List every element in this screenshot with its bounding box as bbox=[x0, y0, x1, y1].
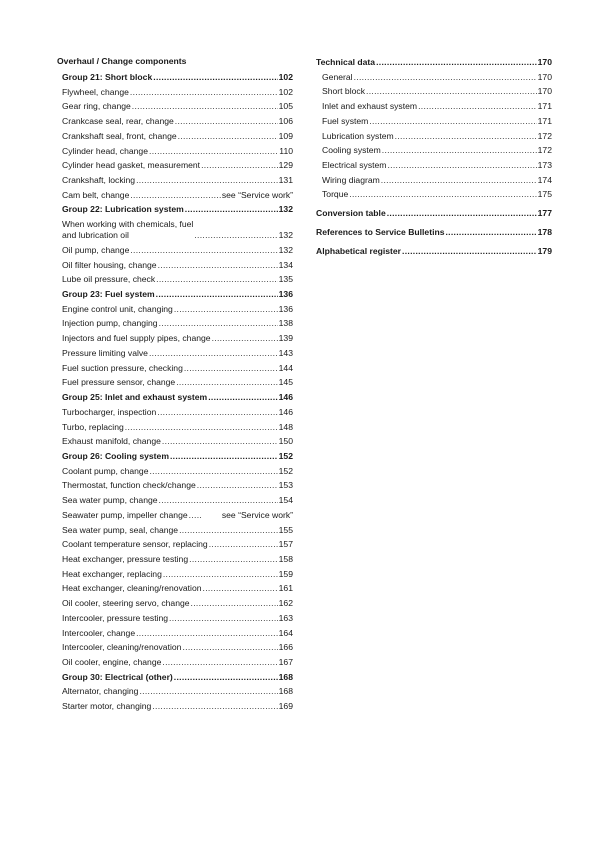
toc-page-number: 157 bbox=[278, 539, 293, 550]
toc-page-number: 158 bbox=[278, 553, 293, 564]
toc-entry-electrical-system[interactable] bbox=[316, 158, 552, 173]
dot-leader bbox=[174, 670, 278, 685]
dot-leader bbox=[136, 626, 278, 641]
dot-leader bbox=[349, 187, 536, 202]
dot-leader bbox=[132, 99, 278, 114]
toc-entry-title: Inlet and exhaust system bbox=[322, 101, 418, 112]
dot-leader bbox=[157, 405, 277, 420]
dot-leader bbox=[152, 699, 277, 714]
toc-page-number: 159 bbox=[278, 568, 293, 579]
toc-page-number: 169 bbox=[278, 701, 293, 712]
dot-leader bbox=[182, 640, 277, 655]
dot-leader bbox=[153, 70, 277, 85]
toc-entry-injection-pump-changing[interactable] bbox=[62, 316, 293, 331]
dot-leader bbox=[208, 390, 277, 405]
toc-page-number: 163 bbox=[278, 612, 293, 623]
toc-page-number: 138 bbox=[278, 318, 293, 329]
toc-entry-technical-data[interactable] bbox=[316, 55, 552, 70]
dot-leader bbox=[162, 434, 278, 449]
toc-page-number: 132 bbox=[278, 244, 293, 255]
toc-entry-title: Sea water pump, change bbox=[62, 495, 158, 506]
dot-leader bbox=[149, 464, 277, 479]
toc-entry-sea-water-pump-change[interactable] bbox=[62, 493, 293, 508]
toc-page-number: 105 bbox=[278, 101, 293, 112]
toc-page-number: 174 bbox=[537, 174, 552, 185]
toc-page-number: 170 bbox=[537, 86, 552, 97]
toc-entry-title: Oil cooler, engine, change bbox=[62, 657, 162, 667]
toc-entry-inlet-and-exhaust-system[interactable] bbox=[316, 99, 552, 114]
dot-leader bbox=[178, 129, 278, 144]
dot-leader bbox=[209, 537, 278, 552]
dot-leader bbox=[184, 361, 278, 376]
dot-leader bbox=[197, 478, 278, 493]
dot-leader bbox=[176, 375, 277, 390]
dot-leader bbox=[402, 244, 537, 259]
toc-page-number: 136 bbox=[278, 303, 293, 314]
toc-entry-thermostat-function-check-change[interactable] bbox=[62, 478, 293, 493]
dot-leader bbox=[212, 331, 278, 346]
toc-entry-when-working-with-chemicals-fuel-and-lub[interactable] bbox=[62, 217, 293, 243]
toc-entry-fuel-pressure-sensor-change[interactable] bbox=[62, 375, 293, 390]
toc-entry-title: Injectors and fuel supply pipes, change bbox=[62, 333, 211, 344]
dot-leader bbox=[387, 206, 537, 221]
toc-entry-title: Alternator, changing bbox=[62, 686, 139, 697]
toc-page-number: 170 bbox=[537, 57, 552, 67]
toc-page-number: 139 bbox=[278, 333, 293, 344]
toc-entry-title: Crankshaft, locking bbox=[62, 175, 136, 186]
dot-leader bbox=[158, 258, 278, 273]
toc-entry-injectors-and-fuel-supply-pipes-change[interactable] bbox=[62, 331, 293, 346]
toc-page-number: 144 bbox=[278, 362, 293, 373]
dot-leader bbox=[175, 114, 278, 129]
toc-entry-fuel-system[interactable] bbox=[316, 114, 552, 129]
toc-page-number: 161 bbox=[278, 583, 293, 594]
toc-entry-title: Lubrication system bbox=[322, 130, 394, 141]
toc-entry-oil-cooler-engine-change[interactable] bbox=[62, 655, 293, 670]
toc-entry-title: Seawater pump, impeller change bbox=[62, 509, 188, 520]
toc-page-number: 131 bbox=[278, 175, 293, 186]
toc-entry-flywheel-change[interactable] bbox=[62, 85, 293, 100]
toc-page-number: 155 bbox=[278, 524, 293, 535]
toc-entry-group-21-short-block[interactable] bbox=[62, 70, 293, 85]
toc-entry-title: Group 22: Lubrication system bbox=[62, 204, 184, 215]
toc-page-number: 129 bbox=[278, 160, 293, 171]
toc-entry-title: Technical data bbox=[316, 57, 376, 67]
toc-page-number: 166 bbox=[278, 642, 293, 653]
toc-entry-title: Heat exchanger, pressure testing bbox=[62, 553, 189, 564]
toc-entry-crankshaft-seal-front-change[interactable] bbox=[62, 129, 293, 144]
toc-entry-title: Short block bbox=[322, 86, 365, 97]
toc-entry-title: Wiring diagram bbox=[322, 174, 380, 185]
toc-entry-coolant-pump-change[interactable] bbox=[62, 464, 293, 479]
toc-page-number: 135 bbox=[278, 274, 293, 285]
toc-page-number: see “Service work” bbox=[221, 189, 293, 200]
toc-page-number: 168 bbox=[278, 671, 293, 682]
toc-entry-title: Group 23: Fuel system bbox=[62, 289, 155, 300]
dot-leader bbox=[156, 272, 278, 287]
toc-entry-title: Group 21: Short block bbox=[62, 72, 153, 82]
toc-entry-oil-cooler-steering-servo-change[interactable] bbox=[62, 596, 293, 611]
toc-page-number: 102 bbox=[278, 86, 293, 97]
toc-entry-turbocharger-inspection[interactable] bbox=[62, 405, 293, 420]
toc-page-number: 177 bbox=[537, 208, 552, 219]
toc-entry-title: When working with chemicals, fuel and lubrication oil bbox=[62, 219, 194, 241]
toc-entry-title: Cylinder head, change bbox=[62, 145, 148, 156]
toc-entry-starter-motor-changing[interactable] bbox=[62, 699, 293, 714]
dot-leader bbox=[191, 596, 278, 611]
toc-page-number: 143 bbox=[278, 347, 293, 358]
toc-page-number: 146 bbox=[278, 392, 293, 403]
toc-page-number: 171 bbox=[537, 101, 552, 112]
toc-entry-turbo-replacing[interactable] bbox=[62, 420, 293, 435]
dot-leader bbox=[159, 316, 278, 331]
dot-leader bbox=[162, 655, 277, 670]
toc-entry-title: Alphabetical register bbox=[316, 245, 402, 256]
toc-entry-short-block[interactable] bbox=[316, 84, 552, 99]
toc-page-number: 148 bbox=[278, 421, 293, 432]
toc-entry-group-30-electrical-other[interactable] bbox=[62, 670, 293, 685]
dot-leader bbox=[395, 129, 537, 144]
toc-page-number: 173 bbox=[537, 160, 552, 171]
toc-entry-sea-water-pump-seal-change[interactable] bbox=[62, 523, 293, 538]
toc-entry-title: Heat exchanger, cleaning/renovation bbox=[62, 583, 202, 594]
toc-entry-crankshaft-locking[interactable] bbox=[62, 173, 293, 188]
toc-entry-title: Heat exchanger, replacing bbox=[62, 568, 162, 579]
toc-entry-conversion-table[interactable] bbox=[316, 206, 552, 221]
toc-page-number: 179 bbox=[537, 245, 552, 256]
toc-entry-title: Torque bbox=[322, 189, 349, 200]
dot-leader bbox=[201, 158, 278, 173]
toc-entry-general[interactable] bbox=[316, 70, 552, 85]
toc-page-number: 164 bbox=[278, 627, 293, 638]
toc-page-number: 152 bbox=[278, 465, 293, 476]
toc-page-number: 168 bbox=[278, 686, 293, 697]
toc-page-number: 136 bbox=[278, 289, 293, 300]
toc-entry-cooling-system[interactable] bbox=[316, 143, 552, 158]
toc-entry-title: Oil cooler, steering servo, change bbox=[62, 598, 190, 609]
toc-entry-title: Turbocharger, inspection bbox=[62, 406, 157, 417]
dot-leader bbox=[149, 144, 278, 159]
dot-leader bbox=[382, 143, 537, 158]
toc-entry-title: Coolant temperature sensor, replacing bbox=[62, 539, 208, 550]
toc-entry-title: General bbox=[322, 71, 353, 82]
toc-entry-title: Turbo, replacing bbox=[62, 421, 124, 432]
toc-page-number: 162 bbox=[278, 598, 293, 609]
toc-entry-engine-control-unit-changing[interactable] bbox=[62, 302, 293, 317]
toc-entry-title: Pressure limiting valve bbox=[62, 347, 148, 358]
dot-leader bbox=[130, 188, 220, 203]
toc-entry-pressure-limiting-valve[interactable] bbox=[62, 346, 293, 361]
toc-entry-alternator-changing[interactable] bbox=[62, 684, 293, 699]
toc-entry-heat-exchanger-pressure-testing[interactable] bbox=[62, 552, 293, 567]
toc-entry-list bbox=[57, 70, 293, 714]
toc-entry-gear-ring-change[interactable] bbox=[62, 99, 293, 114]
toc-page-number: 134 bbox=[278, 259, 293, 270]
toc-page-number: 106 bbox=[278, 116, 293, 127]
toc-entry-title: Group 26: Cooling system bbox=[62, 450, 169, 461]
toc-entry-coolant-temperature-sensor-replacing[interactable] bbox=[62, 537, 293, 552]
toc-entry-group-25-inlet-and-exhaust-system[interactable] bbox=[62, 390, 293, 405]
dot-leader bbox=[366, 84, 537, 99]
dot-leader bbox=[169, 611, 278, 626]
toc-page-number: 178 bbox=[537, 226, 552, 237]
dot-leader bbox=[189, 552, 278, 567]
toc-entry-alphabetical-register[interactable] bbox=[316, 244, 552, 259]
toc-entry-title: Cylinder head gasket, measurement bbox=[62, 160, 201, 171]
toc-entry-title: Intercooler, change bbox=[62, 627, 136, 638]
dot-leader bbox=[139, 684, 277, 699]
toc-entry-title: Flywheel, change bbox=[62, 86, 129, 97]
toc-entry-intercooler-pressure-testing[interactable] bbox=[62, 611, 293, 626]
toc-entry-cylinder-head-change[interactable] bbox=[62, 144, 293, 159]
dot-leader bbox=[174, 302, 278, 317]
toc-entry-fuel-suction-pressure-checking[interactable] bbox=[62, 361, 293, 376]
toc-entry-title: Engine control unit, changing bbox=[62, 303, 173, 314]
toc-entry-title: Oil filter housing, change bbox=[62, 259, 157, 270]
toc-entry-exhaust-manifold-change[interactable] bbox=[62, 434, 293, 449]
toc-entry-seawater-pump-impeller-change[interactable] bbox=[62, 508, 293, 523]
toc-entry-title: Electrical system bbox=[322, 160, 387, 171]
toc-page-number: 153 bbox=[278, 480, 293, 491]
toc-entry-intercooler-cleaning-renovation[interactable] bbox=[62, 640, 293, 655]
toc-entry-group-23-fuel-system[interactable] bbox=[62, 287, 293, 302]
toc-entry-title: Coolant pump, change bbox=[62, 465, 149, 476]
dot-leader bbox=[130, 243, 277, 258]
toc-page-number: 132 bbox=[278, 230, 293, 241]
dot-leader bbox=[194, 230, 277, 241]
toc-entry-title: Intercooler, pressure testing bbox=[62, 612, 169, 623]
toc-page-number: 146 bbox=[278, 406, 293, 417]
toc-entry-intercooler-change[interactable] bbox=[62, 626, 293, 641]
toc-entry-title: Fuel pressure sensor, change bbox=[62, 377, 176, 388]
toc-left-column bbox=[57, 55, 293, 714]
toc-page-number: 152 bbox=[278, 450, 293, 461]
dot-leader bbox=[163, 567, 278, 582]
dot-leader bbox=[179, 523, 278, 538]
dot-leader bbox=[159, 493, 278, 508]
toc-page-number: 110 bbox=[279, 145, 293, 156]
toc-entry-title: Fuel suction pressure, checking bbox=[62, 362, 183, 373]
dot-leader bbox=[170, 449, 278, 464]
toc-entry-heat-exchanger-cleaning-renovation[interactable] bbox=[62, 581, 293, 596]
toc-entry-oil-filter-housing-change[interactable] bbox=[62, 258, 293, 273]
toc-entry-lube-oil-pressure-check[interactable] bbox=[62, 272, 293, 287]
toc-entry-title: Conversion table bbox=[316, 208, 386, 219]
toc-entry-oil-pump-change[interactable] bbox=[62, 243, 293, 258]
toc-entry-lubrication-system[interactable] bbox=[316, 129, 552, 144]
toc-page-number: 132 bbox=[278, 204, 293, 215]
toc-right-column bbox=[316, 55, 552, 258]
toc-entry-references-to-service-bulletins[interactable] bbox=[316, 225, 552, 240]
toc-page-number: 171 bbox=[537, 115, 552, 126]
toc-entry-title: Group 25: Inlet and exhaust system bbox=[62, 392, 208, 403]
toc-entry-title: Crankcase seal, rear, change bbox=[62, 116, 174, 127]
toc-entry-torque[interactable] bbox=[316, 187, 552, 202]
dot-leader bbox=[387, 158, 536, 173]
toc-entry-title: Gear ring, change bbox=[62, 101, 131, 112]
toc-entry-wiring-diagram[interactable] bbox=[316, 173, 552, 188]
toc-entry-crankcase-seal-rear-change[interactable] bbox=[62, 114, 293, 129]
dot-leader bbox=[376, 55, 537, 70]
toc-page-number: 172 bbox=[537, 130, 552, 141]
dot-leader bbox=[369, 114, 536, 129]
toc-entry-title: Starter motor, changing bbox=[62, 701, 152, 712]
dot-leader bbox=[203, 581, 278, 596]
dot-leader bbox=[445, 225, 536, 240]
toc-page-number: 150 bbox=[278, 436, 293, 447]
dot-leader bbox=[149, 346, 278, 361]
dot-leader bbox=[130, 85, 278, 100]
toc-entry-title: Exhaust manifold, change bbox=[62, 436, 161, 447]
toc-entry-title: Cooling system bbox=[322, 145, 381, 156]
toc-page-number: 175 bbox=[537, 189, 552, 200]
dot-leader bbox=[185, 202, 278, 217]
toc-entry-title: Crankshaft seal, front, change bbox=[62, 130, 177, 141]
toc-page-number: 102 bbox=[278, 72, 293, 82]
toc-entry-group-26-cooling-system[interactable] bbox=[62, 449, 293, 464]
toc-entry-title: Lube oil pressure, check bbox=[62, 274, 156, 285]
toc-page-number: 154 bbox=[278, 495, 293, 506]
toc-entry-title: Group 30: Electrical (other) bbox=[62, 671, 173, 682]
toc-entry-title: Cam belt, change bbox=[62, 189, 130, 200]
toc-entry-heat-exchanger-replacing[interactable] bbox=[62, 567, 293, 582]
dot-leader bbox=[354, 70, 537, 85]
toc-page-number: 145 bbox=[278, 377, 293, 388]
dot-leader bbox=[136, 173, 278, 188]
section-title: Overhaul / Change components bbox=[57, 56, 187, 66]
toc-page-number: 167 bbox=[278, 657, 293, 667]
toc-entry-cylinder-head-gasket-measurement[interactable] bbox=[62, 158, 293, 173]
dot-leader bbox=[156, 287, 278, 302]
toc-entry-title: References to Service Bulletins bbox=[316, 226, 445, 237]
toc-entry-group-22-lubrication-system[interactable] bbox=[62, 202, 293, 217]
dot-leader bbox=[381, 173, 537, 188]
toc-entry-title: Intercooler, cleaning/renovation bbox=[62, 642, 182, 653]
toc-entry-title: Thermostat, function check/change bbox=[62, 480, 196, 491]
toc-entry-title: Fuel system bbox=[322, 115, 369, 126]
toc-entry-cam-belt-change[interactable] bbox=[62, 188, 293, 203]
toc-entry-title: Injection pump, changing bbox=[62, 318, 158, 329]
toc-page-number: 109 bbox=[278, 130, 293, 141]
dot-leader bbox=[125, 420, 278, 435]
toc-page-number: 170 bbox=[537, 71, 552, 82]
dot-leader bbox=[189, 508, 201, 523]
toc-entry-title: Oil pump, change bbox=[62, 244, 130, 255]
toc-page-number: see “Service work” bbox=[221, 509, 293, 520]
toc-page-number: 172 bbox=[537, 145, 552, 156]
dot-leader bbox=[418, 99, 537, 114]
toc-entry-title: Sea water pump, seal, change bbox=[62, 524, 179, 535]
